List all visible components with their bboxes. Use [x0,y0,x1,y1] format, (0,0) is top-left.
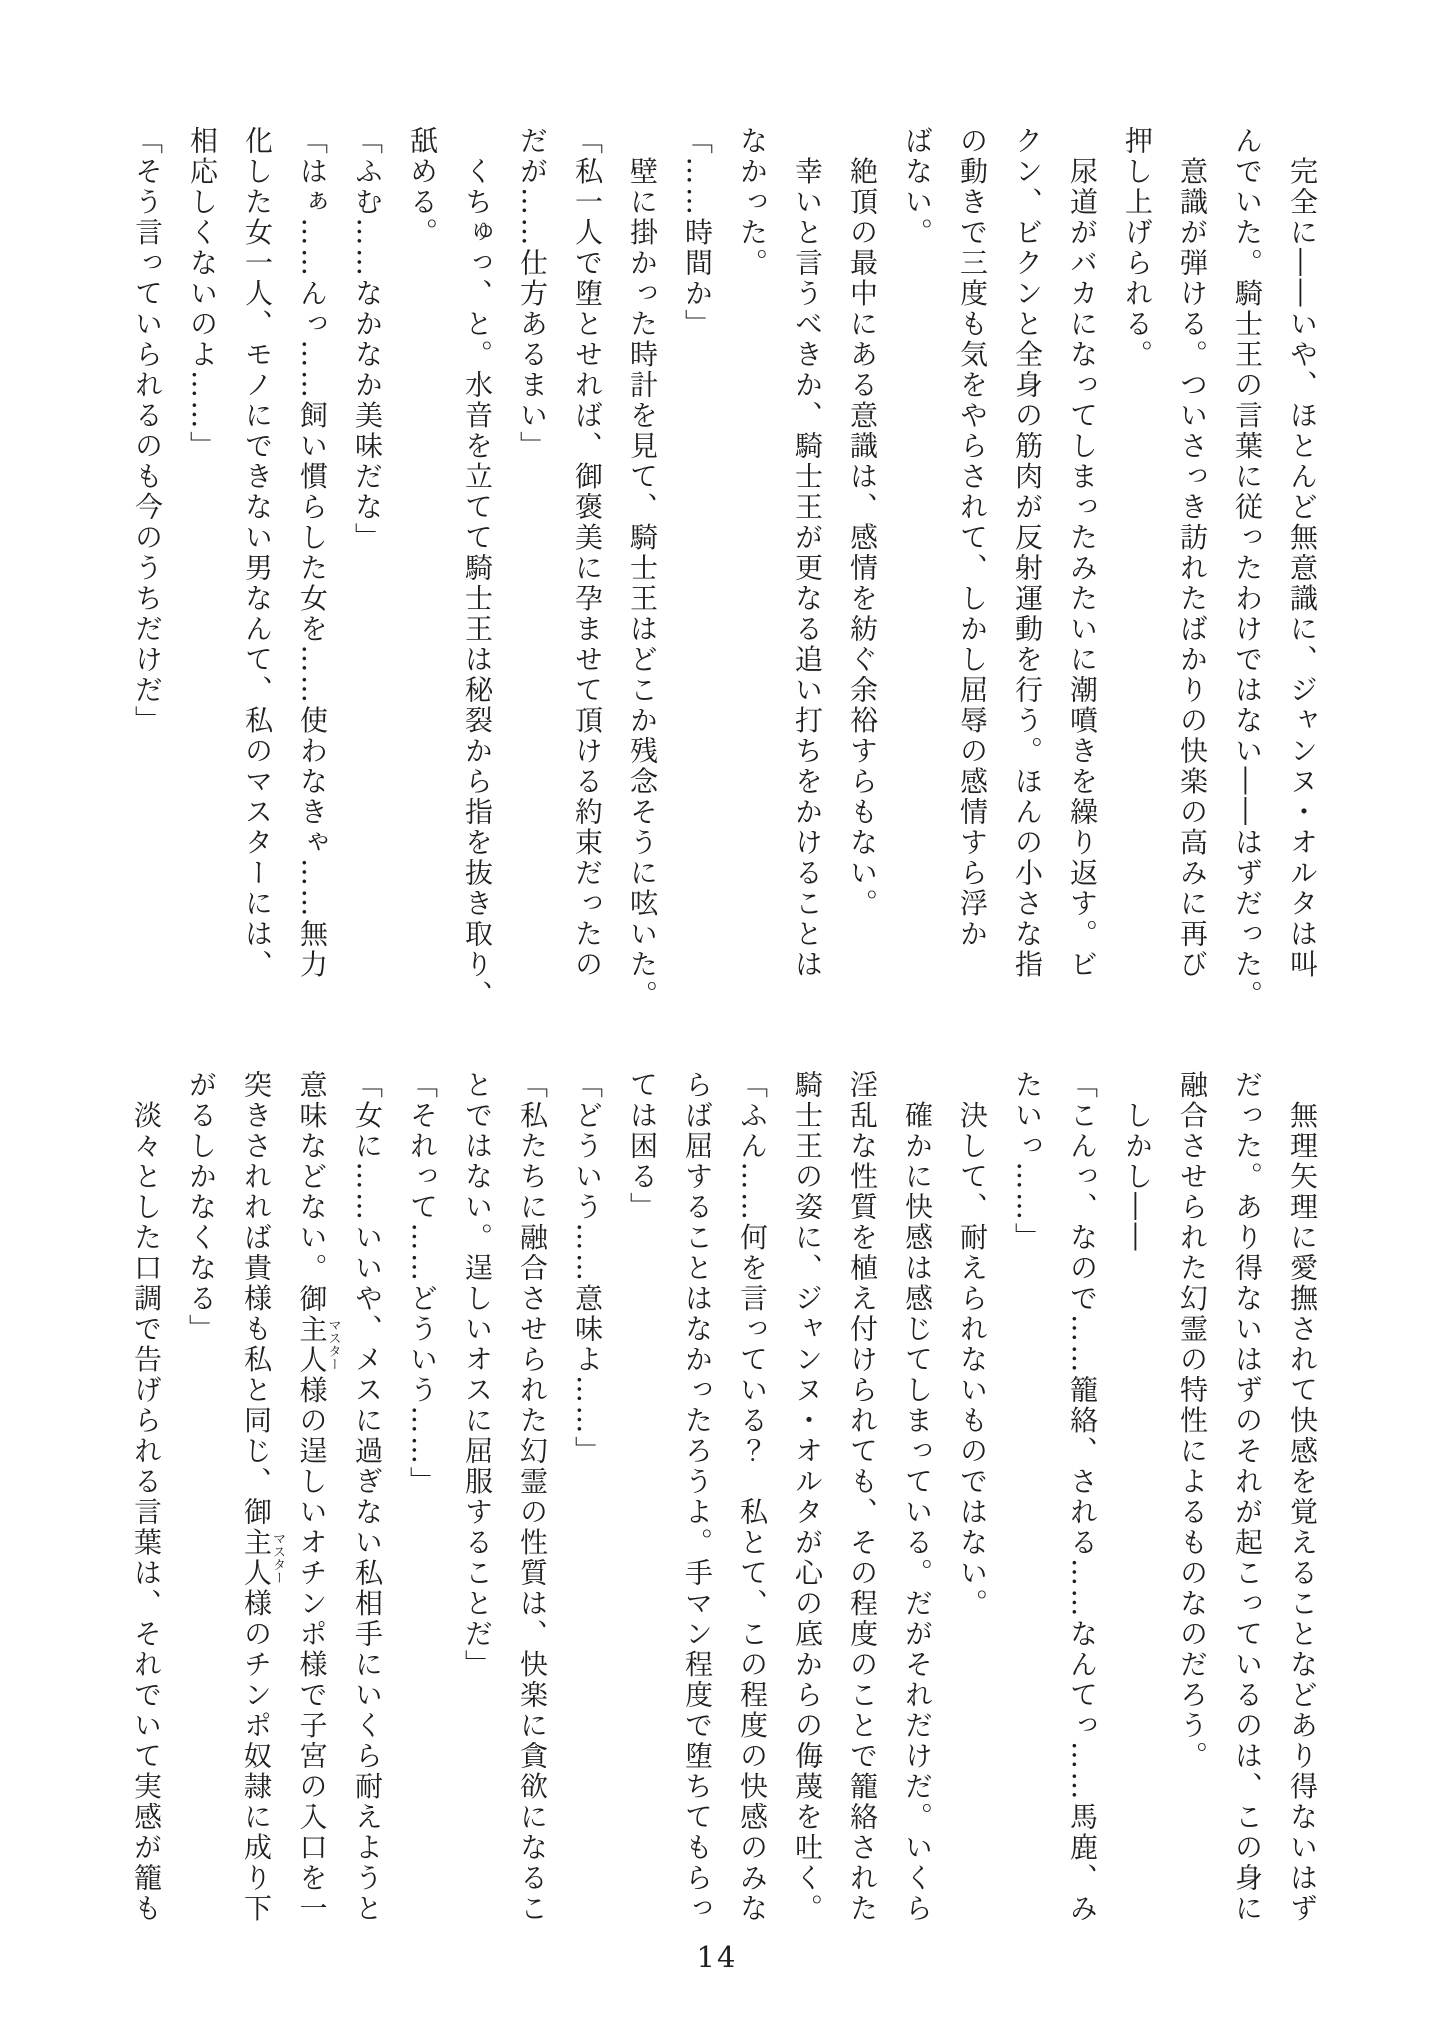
text-line: 「はぁ……んっ……飼い慣らした女を……使わなきゃ……無力 [296,126,329,980]
text-line: 相応しくないのよ……」 [186,126,219,462]
text-line: たいっ……」 [1011,1070,1044,1253]
text-line: 淫乱な性質を植え付けられても、その程度のことで籠絡された [846,1070,879,1924]
text-line: 「ふむ……なかなか美味だな」 [351,126,384,553]
page-number: 14 [696,1940,738,1974]
text-line: 壁に掛かった時計を見て、騎士王はどこか残念そうに呟いた。 [626,126,659,1011]
text-line: らば屈することはなかったろうよ。手マン程度で堕ちてもらっ [681,1070,714,1924]
text-line: 淡々とした口調で告げられる言葉は、それでいて実感が籠も [130,1070,163,1924]
text-line: 融合させられた幻霊の特性によるものなのだろう。 [1176,1070,1209,1772]
text-line: くちゅっ、と。水音を立てて騎士王は秘裂から指を抜き取り、 [461,126,494,1011]
text-line: クン、ビクンと全身の筋肉が反射運動を行う。ほんの小さな指 [1011,126,1044,980]
text-line: 「それって……どういう……」 [406,1070,439,1497]
text-line: 「こんっ、なので……籠絡、される……なんてっ……馬鹿、み [1066,1070,1099,1924]
text-line: ばない。 [901,126,934,248]
bottom-text-block [119,1070,1330,1935]
text-line: 「……時間か」 [681,126,714,340]
text-line: 「私たちに融合させられた幻霊の性質は、快楽に貪欲になるこ [516,1070,549,1924]
text-line: 「女に……いいや、メスに過ぎない私相手にいくら耐えようと [351,1070,384,1924]
text-line: ては困る」 [626,1070,659,1223]
text-line: 化した女一人、モノにできない男なんて、私のマスターには、 [241,126,274,980]
text-line: んでいた。騎士王の言葉に従ったわけではない――はずだった。 [1231,126,1264,1011]
text-line: の動きで三度も気をやらされて、しかし屈辱の感情すら浮か [956,126,989,950]
text-line: 無理矢理に愛撫されて快感を覚えることなどあり得ないはず [1286,1070,1319,1924]
text-line: 意識が弾ける。ついさっき訪れたばかりの快楽の高みに再び [1176,126,1209,980]
text-line: 意味などない。御主人様マスターの逞しいオチンポ様で子宮の入口を一 [295,1070,341,1924]
text-line: とではない。逞しいオスに屈服することだ」 [461,1070,494,1680]
text-line: 突きされれば貴様も私と同じ、御主人様マスターのチンポ奴隷に成り下 [240,1070,285,1924]
text-line: 尿道がバカになってしまったみたいに潮噴きを繰り返す。ビ [1066,126,1099,980]
text-line: だが……仕方あるまい」 [516,126,549,462]
ruby-annotation: 御主人様マスター [295,1283,341,1406]
text-line: 確かに快感は感じてしまっている。だがそれだけだ。いくら [901,1070,934,1924]
text-line: 舐める。 [406,126,439,248]
text-line: 押し上げられる。 [1121,126,1154,370]
text-line: 「どういう……意味よ……」 [571,1070,604,1467]
text-line: だった。あり得ないはずのそれが起こっているのは、この身に [1231,1070,1264,1924]
ruby-annotation: 御主人様マスター [240,1497,285,1619]
top-text-block [120,126,1330,1026]
text-line: がるしかなくなる」 [185,1070,218,1345]
text-line: しかし―― [1121,1070,1154,1253]
text-line: 「私一人で堕とせれば、御褒美に孕ませて頂ける約束だったの [571,126,604,980]
text-line: 騎士王の姿に、ジャンヌ・オルタが心の底からの侮蔑を吐く。 [791,1070,824,1924]
text-line: 完全に――いや、ほとんど無意識に、ジャンヌ・オルタは叫 [1286,126,1319,980]
text-line: 決して、耐えられないものではない。 [956,1070,989,1619]
text-line: 幸いと言うべきか、騎士王が更なる追い打ちをかけることは [791,126,824,980]
text-line: なかった。 [736,126,769,279]
text-line: 「そう言っていられるのも今のうちだけだ」 [131,126,164,736]
text-line: 「ふん……何を言っている？ 私とて、この程度の快感のみな [736,1070,769,1924]
text-line: 絶頂の最中にある意識は、感情を紡ぐ余裕すらもない。 [846,126,879,919]
